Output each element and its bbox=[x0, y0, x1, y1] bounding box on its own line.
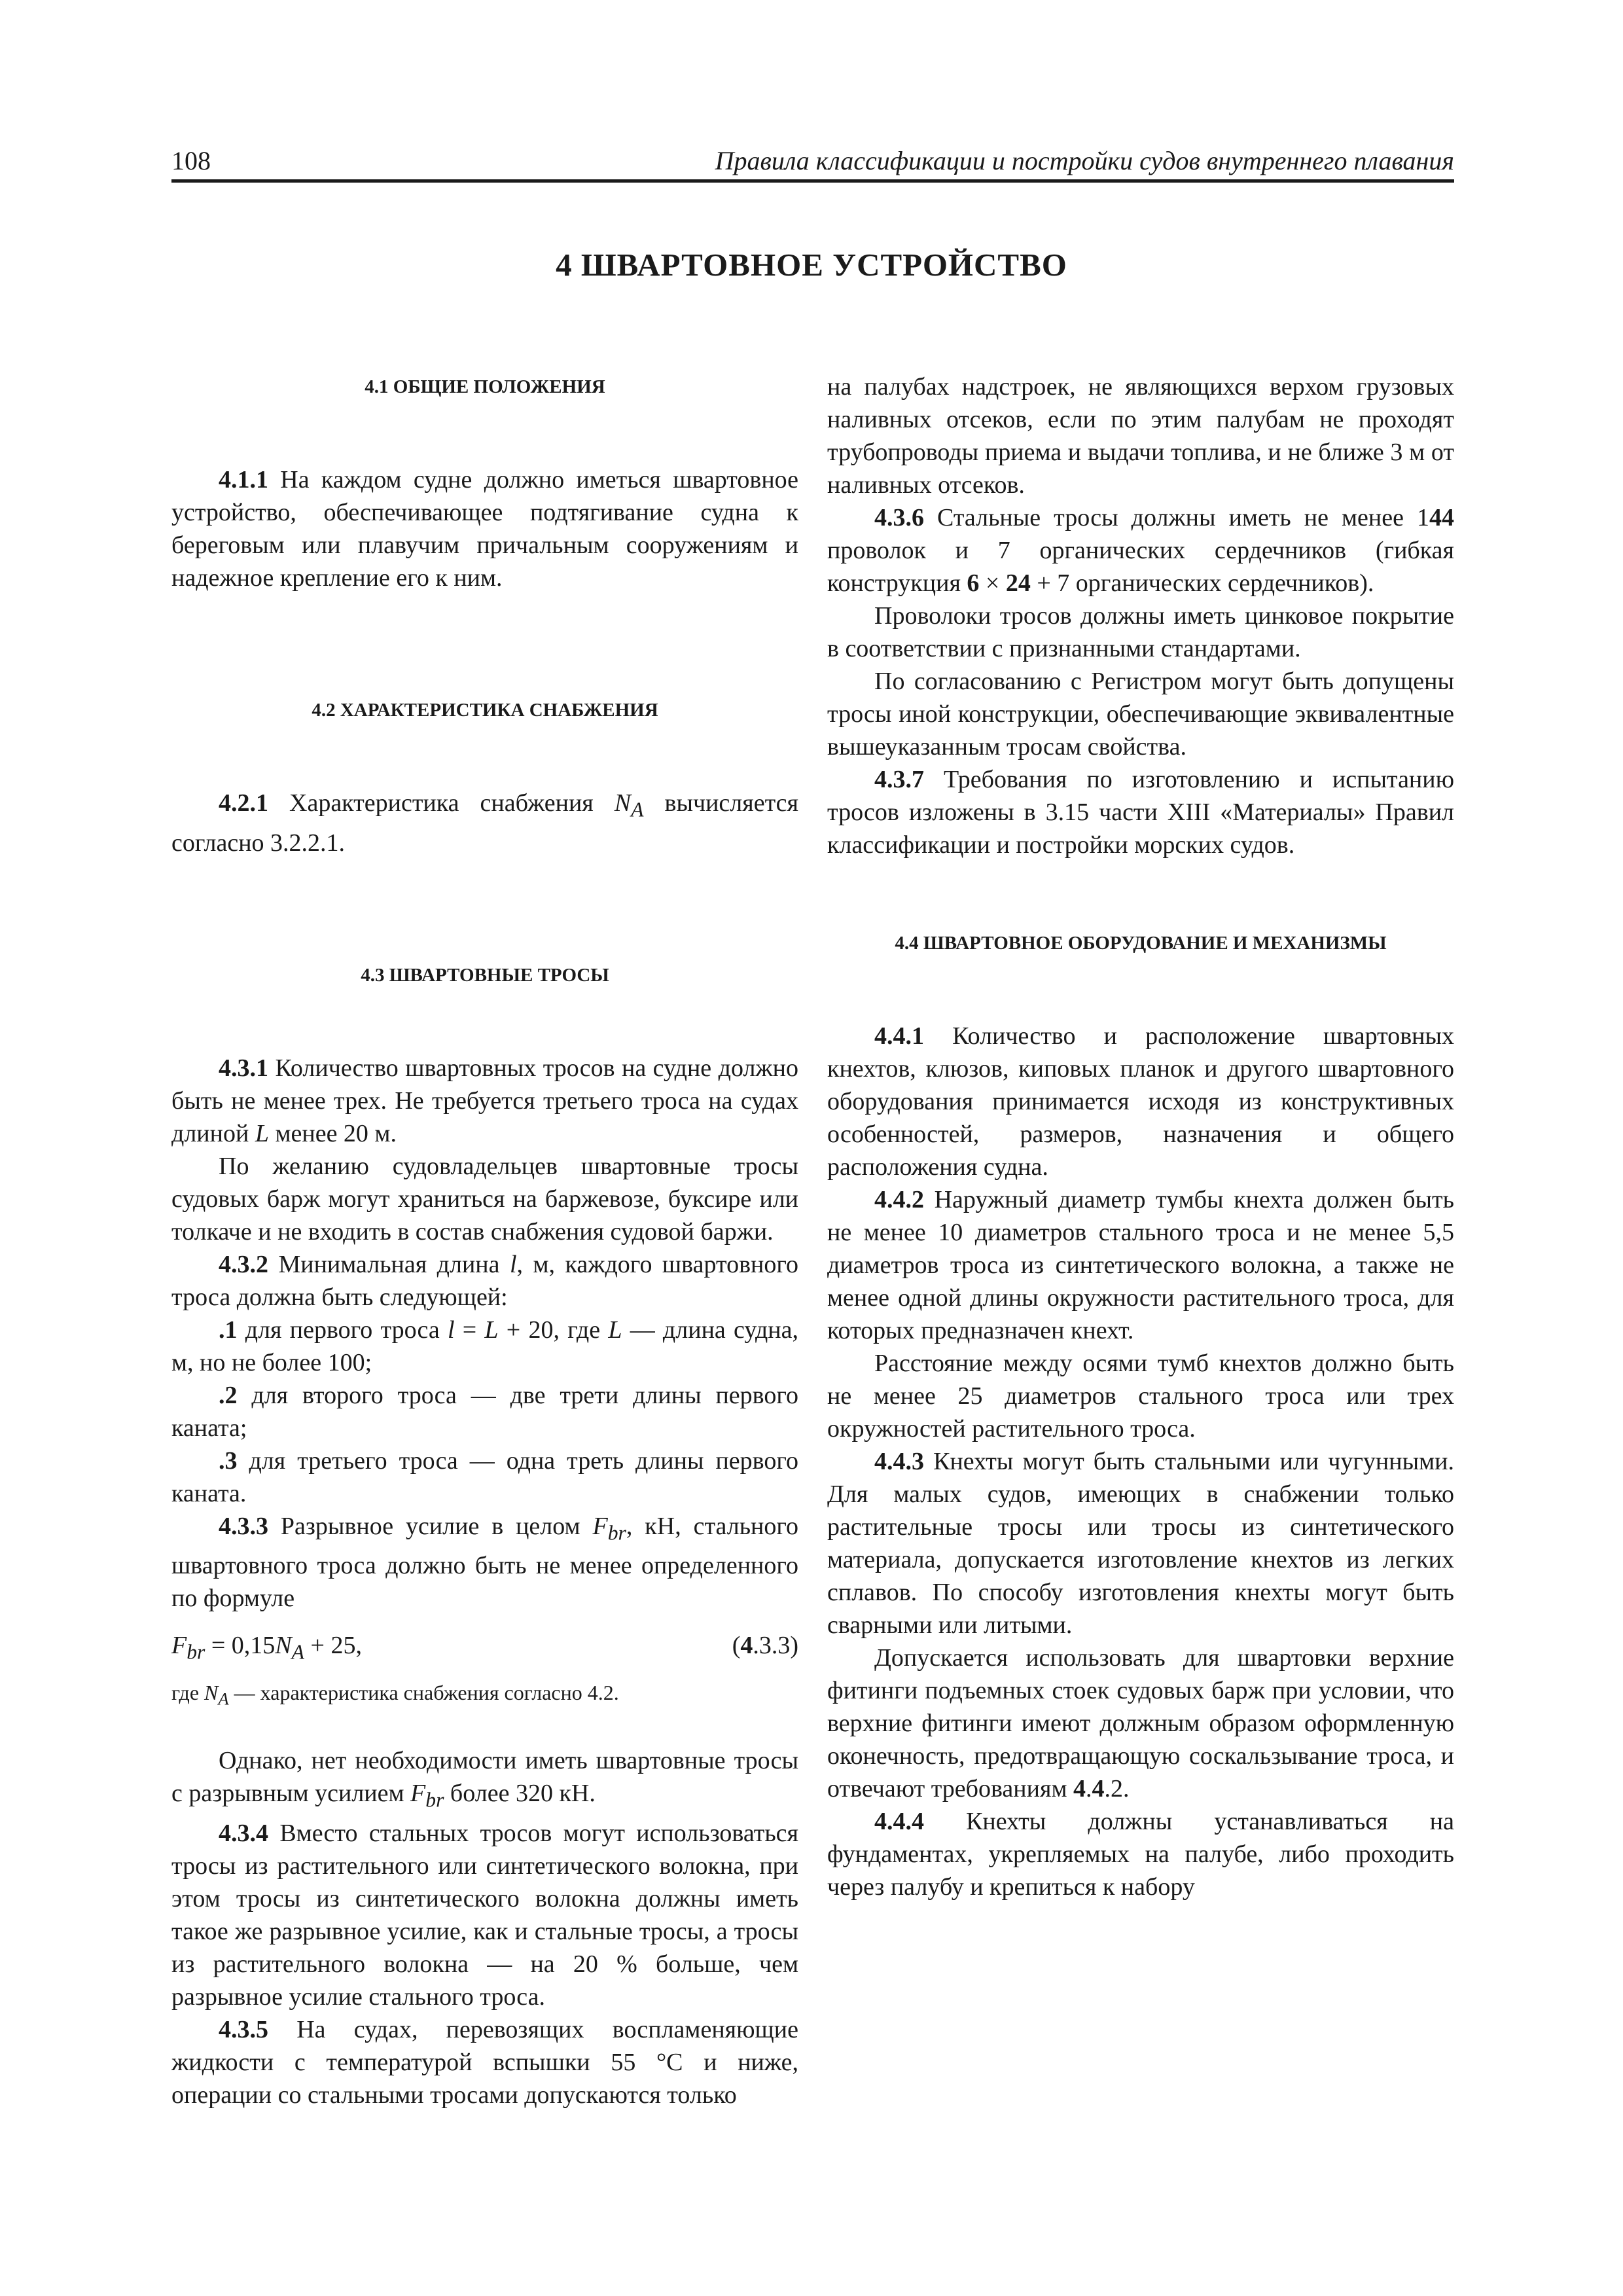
text-run: где bbox=[171, 1680, 205, 1704]
text-run: .3.3) bbox=[753, 1632, 798, 1660]
text-run: 4 bbox=[740, 1632, 753, 1660]
text-run: .2. bbox=[1104, 1775, 1130, 1803]
paragraph-4-3-3 bbox=[171, 1510, 798, 1615]
paragraph-text: На каждом судне должно иметься швартовное устройство, обеспечивающее подтягивание судна к береговым или плавучим причальным сооружениям и надежное крепление его к ним. bbox=[171, 466, 798, 592]
paragraph-4-4-1 bbox=[827, 1020, 1454, 1183]
math-var: F bbox=[171, 1632, 187, 1660]
clause-number: 4.4.3 bbox=[874, 1448, 924, 1475]
text-run: = 0,15 bbox=[205, 1632, 276, 1660]
text-run: 6 bbox=[967, 569, 980, 597]
math-subscript: A bbox=[218, 1689, 229, 1709]
paragraph-4-3-4 bbox=[171, 1817, 798, 2013]
chapter-title: 4 ШВАРТОВНОЕ УСТРОЙСТВО bbox=[556, 247, 1067, 283]
text-run: для третьего троса — одна треть длины первого каната. bbox=[171, 1446, 798, 1507]
text-run: + 20, где bbox=[498, 1316, 609, 1344]
paragraph-zinc-coating: Проволоки тросов должны иметь цинковое покрытие в соответствии с признанными стандартами. bbox=[827, 602, 1454, 662]
paragraph-4-4-2 bbox=[827, 1183, 1454, 1347]
clause-number: 4.3.6 bbox=[874, 504, 924, 531]
text-run: На судах, перевозящих воспламеняющие жидкости с температурой вспышки 55 °C и ниже, операции со стальными тросами допускаются только bbox=[171, 2015, 798, 2109]
text-run: Наружный диаметр тумбы кнехта должен быть не менее 10 диаметров стального троса и не менее 5,5 диаметров троса из синтетического волокна, а также не менее одной длины окружности растительного троса, для которых предназначен кнехт. bbox=[827, 1186, 1454, 1344]
text-run: более 320 кН. bbox=[444, 1780, 596, 1808]
math-subscript: A bbox=[631, 798, 644, 821]
clause-number: 4.4.1 bbox=[874, 1022, 924, 1050]
math-subscript: br bbox=[607, 1521, 626, 1545]
clause-number: 4.2.1 bbox=[219, 789, 268, 817]
list-item-2 bbox=[171, 1379, 798, 1444]
paragraph-4-4-4 bbox=[827, 1805, 1454, 1903]
list-item-1 bbox=[171, 1314, 798, 1379]
item-number: .1 bbox=[219, 1316, 238, 1344]
clause-number: 4.4.4 bbox=[874, 1808, 924, 1835]
text-run: менее 20 м. bbox=[268, 1119, 397, 1147]
text-run: . bbox=[1086, 1775, 1092, 1803]
math-var: L bbox=[608, 1316, 622, 1344]
text-run: для второго троса — две трети длины первого каната; bbox=[171, 1381, 798, 1442]
paragraph-4-3-5-continued: на палубах надстроек, не являющихся верхом грузовых наливных отсеков, если по этим палубам не проходят трубопроводы приема и выдачи топлива, и не ближе 3 м от наливных отсеков. bbox=[827, 373, 1454, 499]
text-run: Требования по изготовлению и испытанию тросов изложены в 3.15 части XIII «Материалы» Правил классификации и постройки морских судов. bbox=[827, 766, 1454, 859]
left-column bbox=[171, 370, 798, 2111]
text-run: вычисляется согласно 3.2.2.1. bbox=[171, 789, 799, 857]
math-var: l bbox=[447, 1316, 455, 1344]
paragraph-4-3-2 bbox=[171, 1248, 798, 1314]
text-run: × bbox=[979, 569, 1006, 597]
formula-number bbox=[732, 1629, 798, 1669]
text-run: + 7 органических сердечников). bbox=[1030, 569, 1374, 597]
math-var: N bbox=[275, 1632, 292, 1660]
text-run: для первого троса bbox=[237, 1316, 448, 1344]
paragraph-bitt-spacing: Расстояние между осями тумб кнехтов должно быть не менее 25 диаметров стального троса или трех окружностей растительного троса. bbox=[827, 1350, 1454, 1443]
text-run: — длина судна, м, но не более 100; bbox=[171, 1316, 799, 1376]
paragraph-breaking-load bbox=[171, 1744, 798, 1817]
text-run: Разрывное усилие в целом bbox=[268, 1512, 593, 1540]
section-heading-4-2: 4.2 ХАРАКТЕРИСТИКА СНАБЖЕНИЯ bbox=[312, 700, 658, 721]
text-run: — характеристика снабжения согласно 4.2. bbox=[228, 1680, 619, 1704]
text-run: Количество и расположение швартовных кнехтов, клюзов, киповых планок и другого швартовного оборудования принимается исходя из конструктивных особенностей, размеров, назначения и общего расположения судна. bbox=[827, 1022, 1454, 1181]
paragraph-register-approval: По согласованию с Регистром могут быть допущены тросы иной конструкции, обеспечивающие эквивалентные вышеуказанным тросам свойства. bbox=[827, 668, 1454, 761]
paragraph-4-4-3 bbox=[827, 1445, 1454, 1641]
math-var: L bbox=[484, 1316, 499, 1344]
text-run: = bbox=[454, 1316, 485, 1344]
formula-expression bbox=[171, 1629, 362, 1669]
section-heading-4-3: 4.3 ШВАРТОВНЫЕ ТРОСЫ bbox=[361, 964, 609, 986]
clause-number: 4.3.4 bbox=[219, 1819, 268, 1847]
paragraph-barges: По желанию судовладельцев швартовные тросы судовых барж могут храниться на баржевозе, буксире или толкаче и не входить в состав снабжения судовой баржи. bbox=[171, 1152, 798, 1246]
clause-number: 4.3.5 bbox=[219, 2015, 268, 2043]
clause-number: 4.4.2 bbox=[874, 1186, 924, 1213]
paragraph-4-3-1 bbox=[171, 1052, 798, 1150]
math-var: N bbox=[614, 789, 632, 817]
text-run: Однако, нет необходимости иметь швартовные тросы с разрывным усилием bbox=[171, 1747, 798, 1808]
list-item-3 bbox=[171, 1444, 798, 1510]
text-run: Допускается использовать для швартовки верхние фитинги подъемных стоек судовых барж при условии, что верхние фитинги имеют должным образом оформленную оконечность, предотвращающую соскальзывание троса, и отвечают требованиям bbox=[827, 1644, 1454, 1803]
text-run: 24 bbox=[1005, 569, 1031, 597]
text-run: Кнехты должны устанавливаться на фундаментах, укрепляемых на палубе, либо проходить через палубу и крепиться к набору bbox=[827, 1808, 1454, 1901]
math-var: L bbox=[255, 1119, 269, 1147]
math-var: l bbox=[509, 1250, 517, 1278]
text-run: Характеристика снабжения bbox=[268, 789, 615, 817]
right-column bbox=[827, 370, 1454, 1903]
math-var: F bbox=[592, 1512, 608, 1540]
text-run: Стальные тросы должны иметь не менее 1 bbox=[924, 504, 1429, 531]
text-run: 4 bbox=[1092, 1775, 1105, 1803]
paragraph-fittings bbox=[827, 1641, 1454, 1805]
text-run: ( bbox=[732, 1632, 741, 1660]
paragraph-4-3-7 bbox=[827, 763, 1454, 861]
item-number: .2 bbox=[219, 1381, 238, 1409]
clause-number: 4.3.2 bbox=[219, 1250, 268, 1278]
header-rule bbox=[171, 179, 1454, 183]
text-run: Кнехты могут быть стальными или чугунными. Для малых судов, имеющих в снабжении только растительные тросы или тросы из синтетического материала, допускается изготовление кнехтов из легких сплавов. По способу изготовления кнехты могут быть сварными или литыми. bbox=[827, 1448, 1454, 1639]
math-subscript: A bbox=[291, 1640, 305, 1664]
text-run: Минимальная длина bbox=[268, 1250, 510, 1278]
page-number: 108 bbox=[171, 146, 211, 175]
text-run: 44 bbox=[1429, 504, 1454, 531]
clause-number: 4.3.1 bbox=[219, 1054, 268, 1082]
running-title: Правила классификации и постройки судов внутреннего плавания bbox=[715, 146, 1454, 175]
paragraph-4-1-1 bbox=[171, 463, 798, 594]
text-run: , м, каждого швартовного троса должна быть следующей: bbox=[171, 1250, 798, 1311]
math-var: F bbox=[410, 1780, 426, 1808]
text-run: 4 bbox=[1073, 1775, 1086, 1803]
text-run: Количество швартовных тросов на судне должно быть не менее трех. Не требуется третьего троса на судах длиной bbox=[171, 1054, 798, 1147]
math-var: N bbox=[204, 1680, 219, 1704]
paragraph-4-2-1 bbox=[171, 787, 798, 859]
paragraph-4-3-5 bbox=[171, 2013, 798, 2111]
text-run: + 25, bbox=[304, 1632, 362, 1660]
math-subscript: br bbox=[425, 1788, 444, 1812]
paragraph-4-3-6 bbox=[827, 501, 1454, 600]
clause-number: 4.3.7 bbox=[874, 766, 924, 793]
formula-4-3-3 bbox=[171, 1629, 798, 1669]
text-run: проволок и 7 органических сердечников (гибкая конструкция bbox=[827, 537, 1454, 597]
clause-number: 4.3.3 bbox=[219, 1512, 268, 1540]
item-number: .3 bbox=[219, 1446, 238, 1475]
clause-number: 4.1.1 bbox=[219, 466, 268, 493]
section-heading-4-4: 4.4 ШВАРТОВНОЕ ОБОРУДОВАНИЕ И МЕХАНИЗМЫ bbox=[895, 933, 1387, 954]
section-heading-4-1: 4.1 ОБЩИЕ ПОЛОЖЕНИЯ bbox=[365, 376, 605, 397]
text-run: , кН, стального швартовного троса должно быть не менее определенного по формуле bbox=[171, 1512, 799, 1613]
formula-note bbox=[171, 1678, 798, 1713]
text-run: Вместо стальных тросов могут использоваться тросы из растительного или синтетического волокна, при этом тросы из синтетического волокна должны иметь такое же разрывное усилие, как и стальные тросы, а тросы из растительного волокна — на 20 % больше, чем разрывное усилие стального троса. bbox=[171, 1819, 798, 2011]
math-subscript: br bbox=[187, 1640, 205, 1664]
